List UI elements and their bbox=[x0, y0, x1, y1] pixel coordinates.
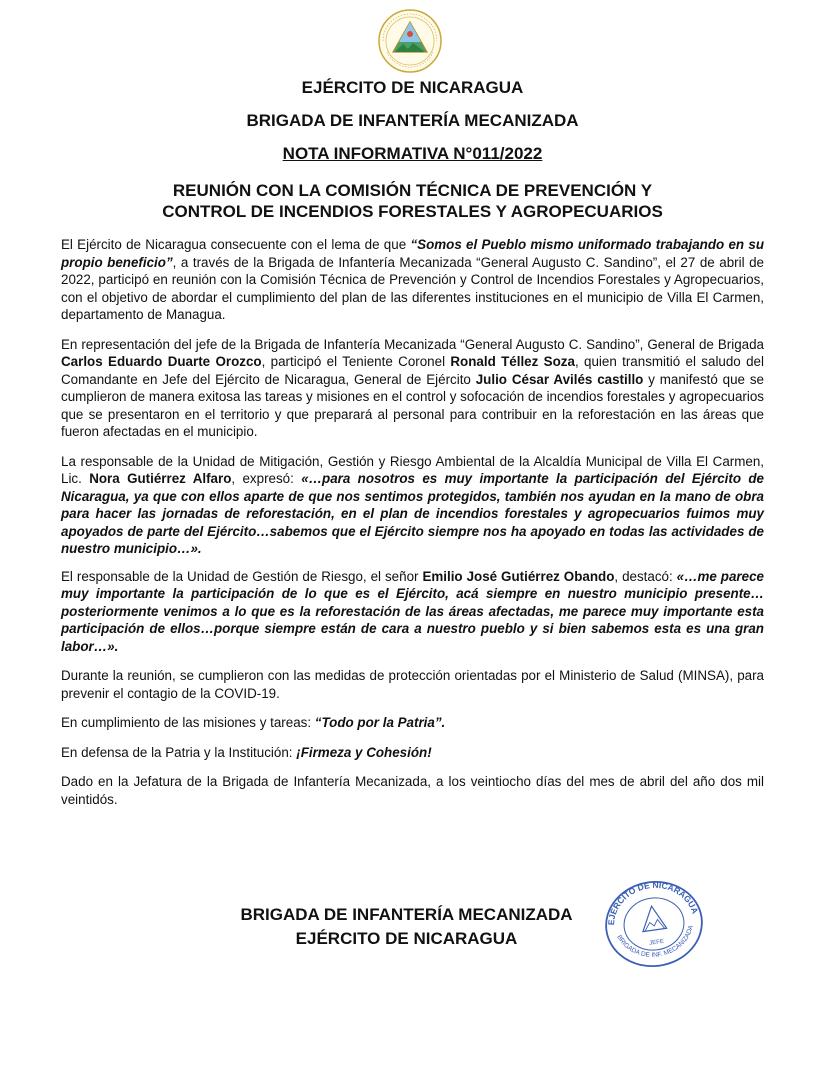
official-stamp-icon bbox=[600, 876, 708, 972]
paragraph-2 bbox=[61, 336, 764, 441]
title-line-2: CONTROL DE INCENDIOS FORESTALES Y AGROPECUARIOS bbox=[162, 202, 663, 221]
p2-name-3: Julio César Avilés castillo bbox=[475, 371, 644, 387]
document-title bbox=[60, 180, 765, 222]
paragraph-5: Durante la reunión, se cumplieron con las medidas de protección orientadas por el Ministerio de Salud (MINSA), para prevenir el contagio de la COVID-19. bbox=[61, 668, 764, 701]
p4-quote: «…me parece muy importante la participación de lo que es el Ejército, acá siempre en nuestro municipio presente…posteriormente venimos a lo que es la reforestación de las áreas afectadas, me parece muy importante esta participación de ellos…porque siempre están de cara a nuestro pueblo y si bien sabemos esta es una gran labor…». bbox=[61, 568, 764, 654]
paragraph-4 bbox=[61, 568, 764, 656]
p2-name-1: Carlos Eduardo Duarte Orozco bbox=[61, 354, 262, 369]
footer-unit: BRIGADA DE INFANTERÍA MECANIZADA bbox=[240, 905, 573, 924]
footer-org: EJÉRCITO DE NICARAGUA bbox=[295, 929, 518, 948]
paragraph-7 bbox=[61, 744, 764, 762]
p1-text: El Ejército de Nicaragua consecuente con el lema de que bbox=[61, 237, 411, 252]
note-number: NOTA INFORMATIVA N°011/2022 bbox=[282, 144, 543, 163]
header-unit: BRIGADA DE INFANTERÍA MECANIZADA bbox=[246, 111, 579, 130]
p6-motto: “Todo por la Patria”. bbox=[314, 715, 446, 730]
p1-motto: “Somos el Pueblo mismo uniformado trabajando en su propio beneficio” bbox=[61, 237, 764, 270]
document-body bbox=[61, 236, 764, 820]
svg-text:BRIGADA DE INF. MECANIZADA: BRIGADA DE INF. MECANIZADA bbox=[615, 924, 695, 959]
p4-text-2: , destacó: bbox=[614, 568, 677, 584]
svg-text:JEFE: JEFE bbox=[648, 938, 665, 947]
p2-text-3: , quien transmitió el saludo del Comandante en Jefe del Ejército de Nicaragua, General de Ejército bbox=[61, 354, 764, 387]
p4-text: El responsable de la Unidad de Gestión de Riesgo, el señor bbox=[61, 568, 423, 584]
title-line-1: REUNIÓN CON LA COMISIÓN TÉCNICA DE PREVENCIÓN Y bbox=[172, 181, 653, 200]
paragraph-1 bbox=[61, 236, 764, 324]
p3-text: La responsable de la Unidad de Mitigación, Gestión y Riesgo Ambiental de la Alcaldía Municipal de Villa El Carmen, Lic. bbox=[61, 453, 764, 486]
p2-name-2: Ronald Téllez Soza bbox=[450, 354, 575, 369]
svg-text:EJÉRCITO DE NICARAGUA: EJÉRCITO DE NICARAGUA bbox=[605, 879, 701, 926]
p7-text: En defensa de la Patria y la Institución: bbox=[61, 744, 297, 760]
p2-text-4: y manifestó que se cumplieron de manera exitosa las tareas y misiones en el control y sofocación de incendios forestales y agropecuarios que se presentaron en el territorio y que preparará al personal para contribuir en la reforestación en las áreas que fueron afectadas en el municipio. bbox=[61, 371, 764, 439]
p3-text-2: , expresó: bbox=[231, 471, 302, 486]
paragraph-8: Dado en la Jefatura de la Brigada de Infantería Mecanizada, a los veintiocho días del mes de abril del año dos mil veintidós. bbox=[61, 774, 764, 807]
paragraph-6 bbox=[61, 714, 764, 732]
p6-text: En cumplimiento de las misiones y tareas: bbox=[61, 715, 315, 730]
p3-quote: «…para nosotros es muy importante la participación del Ejército de Nicaragua, ya que con ellos aparte de que nos sentimos protegidos, también nos ayudan en la mano de obra para hacer las jornadas de reforestación, en el plan de incendios forestales y agropecuarios fuimos muy apoyados de parte del Ejército…sabemos que el Ejército siempre nos ha apoyado en todas las actividades de nuestro municipio…». bbox=[61, 471, 765, 556]
p1-text-cont: , a través de la Brigada de Infantería Mecanizada “General Augusto C. Sandino”, el 27 de abril de 2022, participó en reunión con la Comisión Técnica de Prevención y Control de Incendios Forestales y Agropecuarios, con el objetivo de abordar el cumplimiento del plan de las diferentes instituciones en el municipio de Villa El Carmen, departamento de Managua. bbox=[61, 254, 764, 322]
nicaragua-coat-of-arms-icon bbox=[377, 8, 443, 74]
header-org: EJÉRCITO DE NICARAGUA bbox=[301, 78, 524, 97]
p7-motto: ¡Firmeza y Cohesión! bbox=[296, 744, 432, 760]
p4-name: Emilio José Gutiérrez Obando bbox=[422, 568, 615, 584]
p3-name: Nora Gutiérrez Alfaro bbox=[89, 471, 232, 486]
p2-text-2: , participó el Teniente Coronel bbox=[261, 354, 451, 369]
paragraph-3 bbox=[61, 453, 764, 558]
p2-text: En representación del jefe de la Brigada de Infantería Mecanizada “General Augusto C. Sandino”, General de Brigada bbox=[61, 336, 764, 352]
